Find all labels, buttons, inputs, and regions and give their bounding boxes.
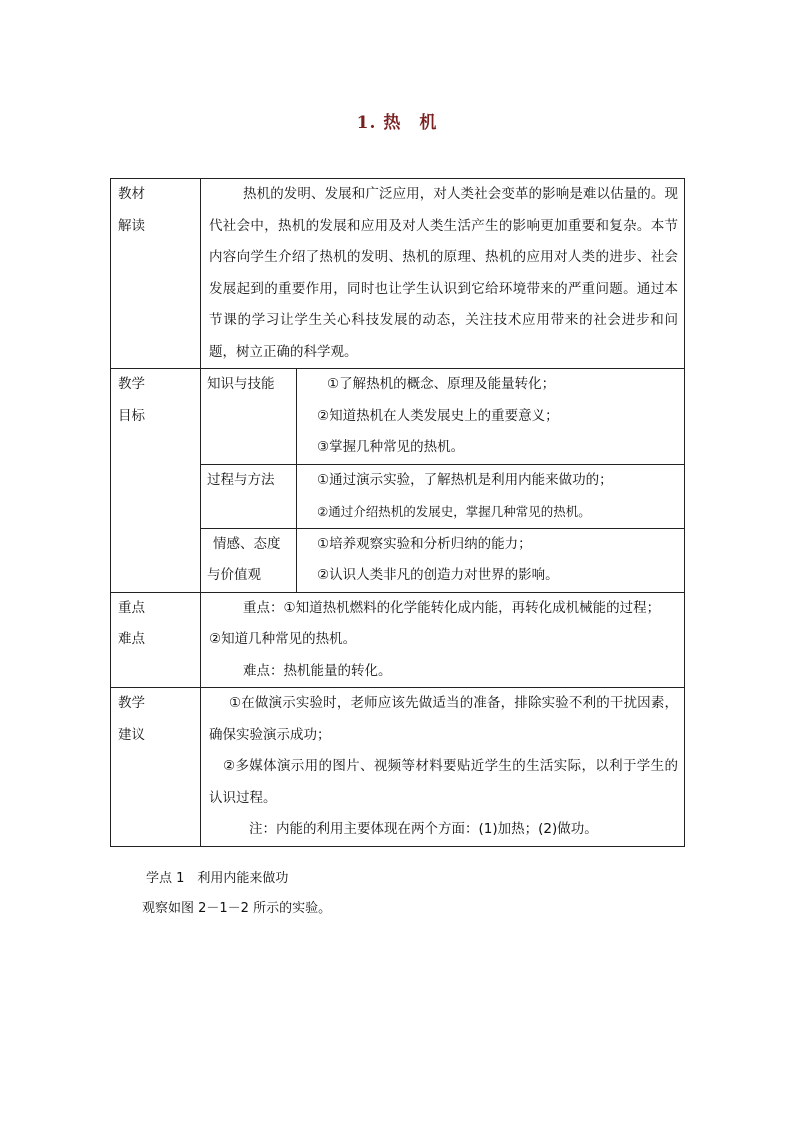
label-jianyi <box>111 688 201 847</box>
emotion-items <box>297 528 685 592</box>
row-zhongdian <box>111 592 685 688</box>
zhongdian-line2: ②知道几种常见的热机。 <box>209 631 357 647</box>
label-jianyi-line1: 教学 <box>118 695 145 711</box>
label-mubiao <box>111 369 201 593</box>
sublabel-knowledge <box>201 369 297 465</box>
label-jiaocai-line2: 解读 <box>118 217 145 234</box>
label-jiaocai <box>111 179 201 369</box>
section-text: 观察如图 2－1－2 所示的实验。 <box>142 901 332 916</box>
section-below <box>142 864 332 924</box>
content-zhongdian <box>201 592 685 688</box>
content-jianyi <box>201 688 685 847</box>
process-items <box>297 464 685 528</box>
jianyi-para1: ①在做演示实验时，老师应该先做适当的准备，排除实验不利的干扰因素，确保实验演示成功； <box>209 695 678 743</box>
label-zhongdian <box>111 592 201 688</box>
process-item-1: ①通过演示实验，了解热机是利用内能来做功的； <box>317 471 613 488</box>
process-label: 过程与方法 <box>207 471 275 488</box>
emotion-label-line1: 情感、态度 <box>213 535 281 552</box>
label-jiaocai-line1: 教材 <box>118 186 145 202</box>
zhongdian-line1: 重点：①知道热机燃料的化学能转化成内能，再转化成机械能的过程； <box>243 599 661 616</box>
page-title: 1. 热 机 <box>356 113 438 133</box>
row-jiaocai <box>111 179 685 369</box>
emotion-item-1: ①培养观察实验和分析归纳的能力； <box>317 535 532 552</box>
label-zhongdian-line1: 重点 <box>118 599 145 616</box>
jianyi-note: 注：内能的利用主要体现在两个方面：(1)加热；(2)做功。 <box>249 821 598 837</box>
zhongdian-line3: 难点：热机能量的转化。 <box>243 662 392 679</box>
row-mubiao-knowledge <box>111 369 685 465</box>
process-item-2: ②通过介绍热机的发展史，掌握几种常见的热机。 <box>317 504 591 519</box>
jiaocai-text: 热机的发明、发展和广泛应用，对人类社会变革的影响是难以估量的。现代社会中，热机的发展和应用及对人类生活产生的影响更加重要和复杂。本节内容向学生介绍了热机的发明、热机的原理、热机的应用对人类的进步、社会发展起到的重要作用，同时也让学生认识到它给环境带来的严重问题。通过本节课的学习让学生关心科技发展的动态，关注技术应用带来的社会进步和问题，树立正确的科学观。 <box>209 186 678 360</box>
knowledge-item-1: ①了解热机的概念、原理及能量转化； <box>327 376 556 392</box>
label-mubiao-line1: 教学 <box>118 376 145 392</box>
sublabel-process <box>201 464 297 528</box>
content-jiaocai <box>201 179 685 369</box>
section-heading: 学点 1 利用内能来做功 <box>146 871 289 886</box>
jianyi-para2: ②多媒体演示用的图片、视频等材料要贴近学生的生活实际，以利于学生的认识过程。 <box>209 758 678 806</box>
label-mubiao-line2: 目标 <box>118 407 145 424</box>
knowledge-item-2: ②知道热机在人类发展史上的重要意义； <box>317 407 559 424</box>
emotion-item-2: ②认识人类非凡的创造力对世界的影响。 <box>317 567 559 583</box>
label-zhongdian-line2: 难点 <box>118 631 145 647</box>
sublabel-emotion <box>201 528 297 592</box>
lesson-table <box>110 178 685 847</box>
knowledge-label: 知识与技能 <box>207 376 275 392</box>
emotion-label-line2: 与价值观 <box>207 567 261 583</box>
knowledge-items <box>297 369 685 465</box>
row-jianyi <box>111 688 685 847</box>
knowledge-item-3: ③掌握几种常见的热机。 <box>317 439 465 455</box>
label-jianyi-line2: 建议 <box>118 726 145 743</box>
